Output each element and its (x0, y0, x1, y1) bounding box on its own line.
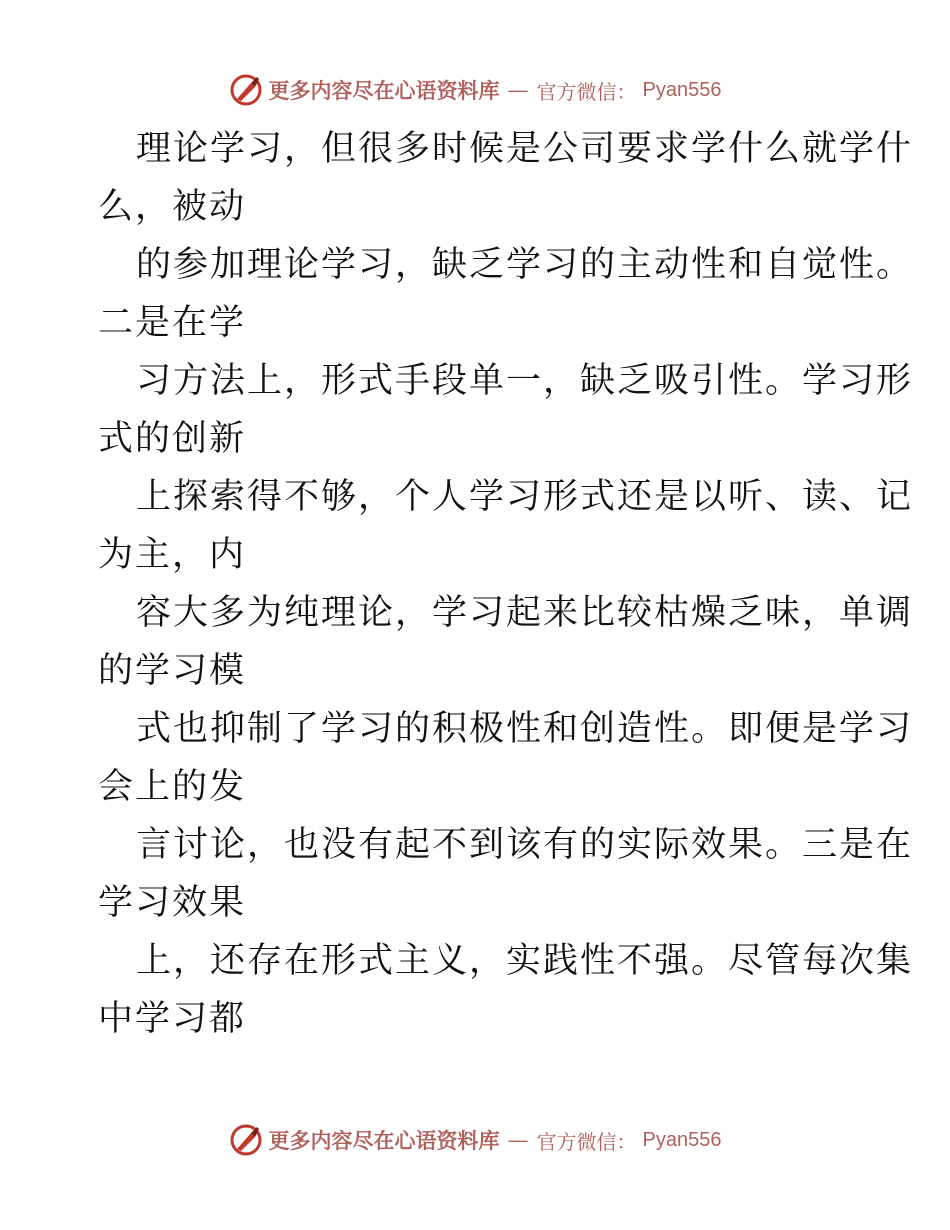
watermark-dash: — (507, 78, 529, 102)
watermark-wechat-id: Pyan556 (642, 78, 722, 101)
body-line: 习方法上，形式手段单一，缺乏吸引性。学习形 (136, 361, 914, 401)
body-line: 的参加理论学习，缺乏学习的主动性和自觉性。 (136, 245, 914, 285)
body-line: 中学习都 (98, 999, 247, 1039)
body-line: 为主，内 (98, 535, 247, 575)
watermark-main-text: 更多内容尽在心语资料库 (268, 1128, 500, 1153)
body-line: 容大多为纯理论，学习起来比较枯燥乏味，单调 (136, 593, 914, 633)
header-watermark (0, 70, 950, 110)
watermark-main-text: 更多内容尽在心语资料库 (268, 78, 500, 103)
body-line: 式的创新 (98, 419, 247, 459)
body-line: 么，被动 (98, 187, 247, 227)
watermark-dash: — (507, 1128, 529, 1152)
body-line: 上探索得不够，个人学习形式还是以听、读、记 (136, 477, 914, 517)
body-line: 会上的发 (98, 767, 247, 807)
watermark-official-label: 官方微信： (536, 79, 637, 104)
watermark-official-label: 官方微信： (536, 1129, 637, 1154)
body-line: 的学习模 (98, 651, 247, 691)
pen-logo-icon (229, 1123, 263, 1157)
body-line: 理论学习，但很多时候是公司要求学什么就学什 (136, 129, 914, 169)
body-line: 式也抑制了学习的积极性和创造性。即便是学习 (136, 709, 914, 749)
pen-logo-icon (229, 73, 263, 107)
document-body (98, 120, 914, 1048)
footer-watermark (0, 1120, 950, 1160)
body-line: 学习效果 (98, 883, 247, 923)
body-line: 言讨论，也没有起不到该有的实际效果。三是在 (136, 825, 914, 865)
watermark-wechat-id: Pyan556 (642, 1128, 722, 1151)
body-line: 二是在学 (98, 303, 247, 343)
body-line: 上，还存在形式主义，实践性不强。尽管每次集 (136, 941, 914, 981)
